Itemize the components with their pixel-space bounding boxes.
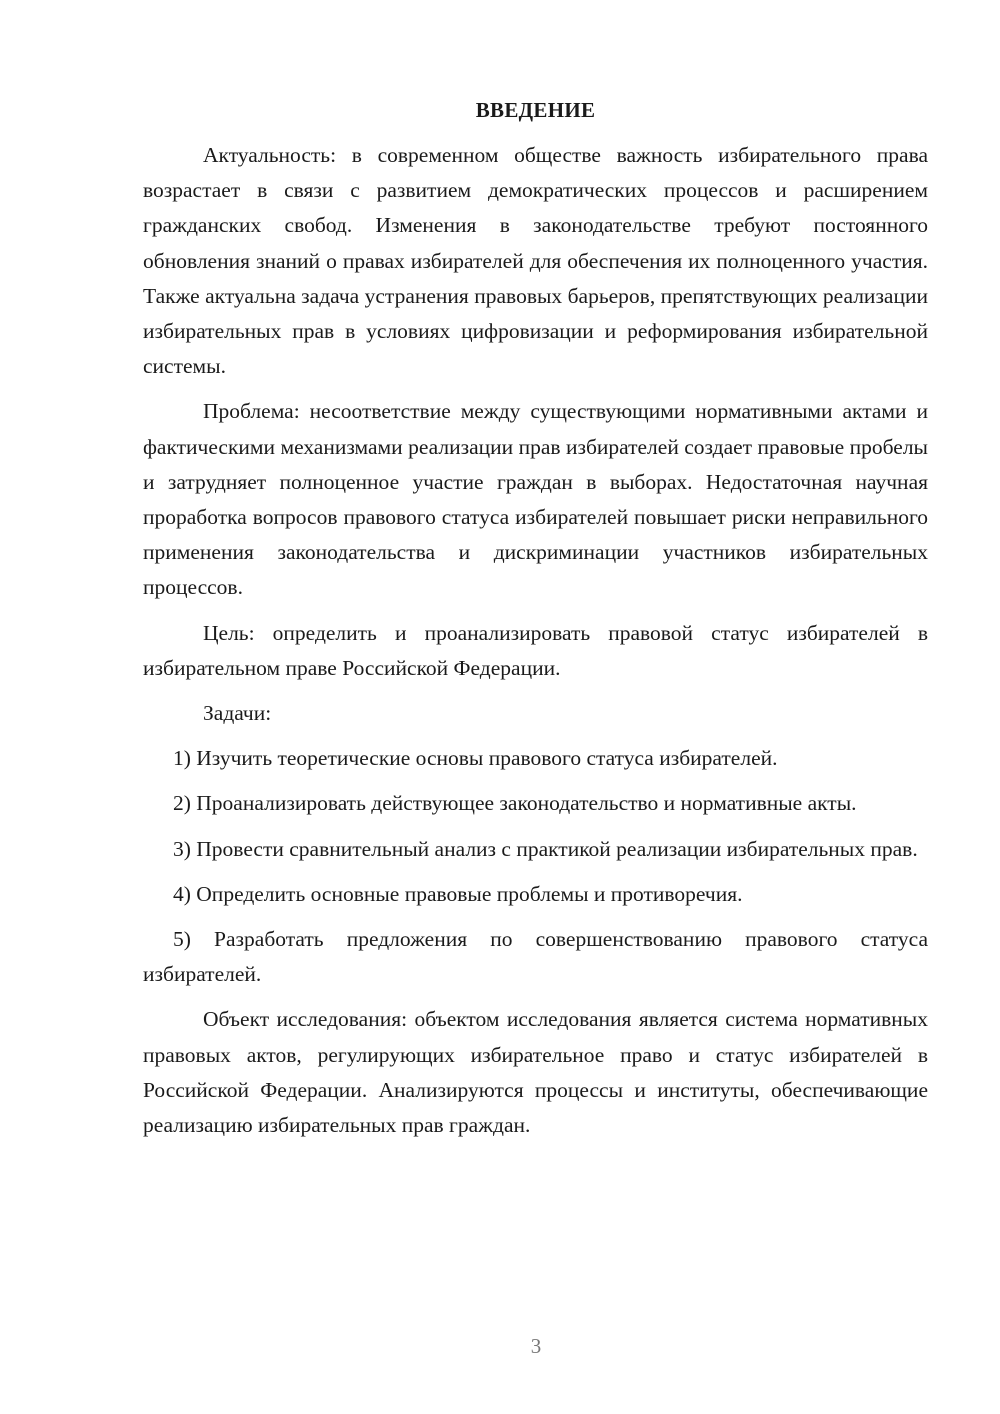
paragraph-problem: Проблема: несоответствие между существующими нормативными актами и фактическими механизмами реализации прав избирателей создает правовые пробелы и затрудняет полноценное участие граждан в выборах. Недостаточная научная проработка вопросов правового статуса избирателей повышает риски неправильного применения законодательства и дискриминации участников избирательных процессов. — [143, 399, 928, 600]
task-item-5: 5) Разработать предложения по совершенствованию правового статуса избирателей. — [143, 927, 928, 987]
task-item-4: 4) Определить основные правовые проблемы и противоречия. — [173, 881, 743, 906]
tasks-heading: Задачи: — [203, 701, 272, 726]
paragraph-goal: Цель: определить и проанализировать правовой статус избирателей в избирательном праве Российской Федерации. — [143, 620, 928, 680]
paragraph-object: Объект исследования: объектом исследования является система нормативных правовых актов, регулирующих избирательное право и статус избирателей в Российской Федерации. Анализируются процессы и институты, обеспечивающие реализацию избирательных прав граждан. — [143, 1007, 928, 1138]
task-item-2: 2) Проанализировать действующее законодательство и нормативные акты. — [173, 791, 857, 816]
paragraph-relevance: Актуальность: в современном обществе важность избирательного права возрастает в связи с развитием демократических процессов и расширением гражданских свобод. Изменения в законодательстве требуют постоянного обновления знаний о правах избирателей для обеспечения их полноценного участия. Также актуальна задача устранения правовых барьеров, препятствующих реализации избирательных прав в условиях цифровизации и реформирования избирательной системы. — [143, 143, 928, 379]
page-content — [143, 93, 928, 1153]
section-title: ВВЕДЕНИЕ — [475, 98, 596, 122]
task-item-1: 1) Изучить теоретические основы правового статуса избирателей. — [173, 746, 778, 771]
task-item-3: 3) Провести сравнительный анализ с практикой реализации избирательных прав. — [173, 836, 918, 861]
page-number: 3 — [530, 1334, 542, 1358]
